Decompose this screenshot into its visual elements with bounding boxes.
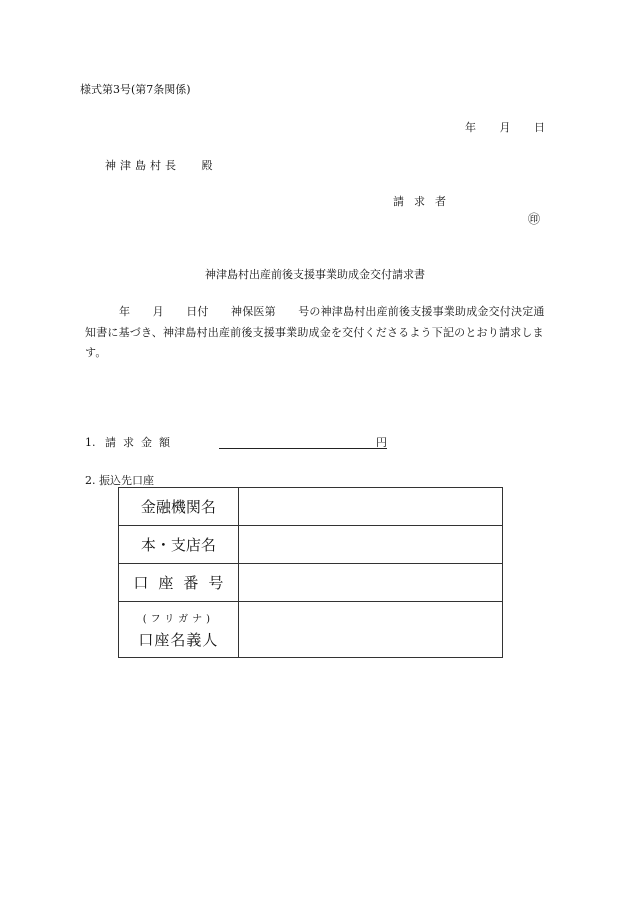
account-holder-field[interactable] [238, 602, 502, 658]
account-holder-text: 口座名義人 [138, 630, 219, 649]
amount-unit: 円 [376, 436, 387, 449]
requester-label: 請求者 [393, 195, 456, 208]
request-body-text: 年 月 日付 神保医第 号の神津島村出産前後支援事業助成金交付決定通知書に基づき、神津島村出産前後支援事業助成金を交付くださるよう下記のとおり請求します。 [85, 305, 545, 359]
amount-item [85, 434, 177, 450]
date-month: 月 [499, 121, 511, 134]
amount-item-number: 1. [85, 436, 96, 449]
table-row [119, 488, 503, 526]
account-item [85, 472, 154, 488]
seal-icon: ㊞ [528, 212, 541, 226]
branch-name-field[interactable] [238, 526, 502, 564]
document-title: 神津島村出産前後支援事業助成金交付請求書 [205, 268, 425, 281]
bank-name-label: 金融機関名 [119, 488, 239, 526]
account-holder-label [119, 602, 239, 658]
date-year: 年 [465, 121, 476, 134]
account-item-label: 振込先口座 [99, 474, 154, 487]
date-line [465, 119, 565, 135]
branch-name-label: 本・支店名 [119, 526, 239, 564]
table-row [119, 526, 503, 564]
account-number-field[interactable] [238, 564, 502, 602]
table-row [119, 602, 503, 658]
amount-item-label: 請求金額 [105, 436, 177, 449]
account-item-number: 2. [85, 474, 96, 487]
account-number-label: 口座番号 [119, 564, 239, 602]
furigana-label: (フリガナ) [142, 613, 215, 625]
date-day: 日 [534, 121, 545, 134]
addressee-honorific: 殿 [201, 159, 213, 172]
addressee-name: 神津島村長 [105, 159, 180, 172]
addressee [105, 157, 213, 173]
amount-field[interactable] [219, 434, 387, 449]
table-row [119, 564, 503, 602]
bank-account-table [118, 487, 503, 658]
form-number: 様式第3号(第7条関係) [80, 83, 191, 96]
bank-name-field[interactable] [238, 488, 502, 526]
